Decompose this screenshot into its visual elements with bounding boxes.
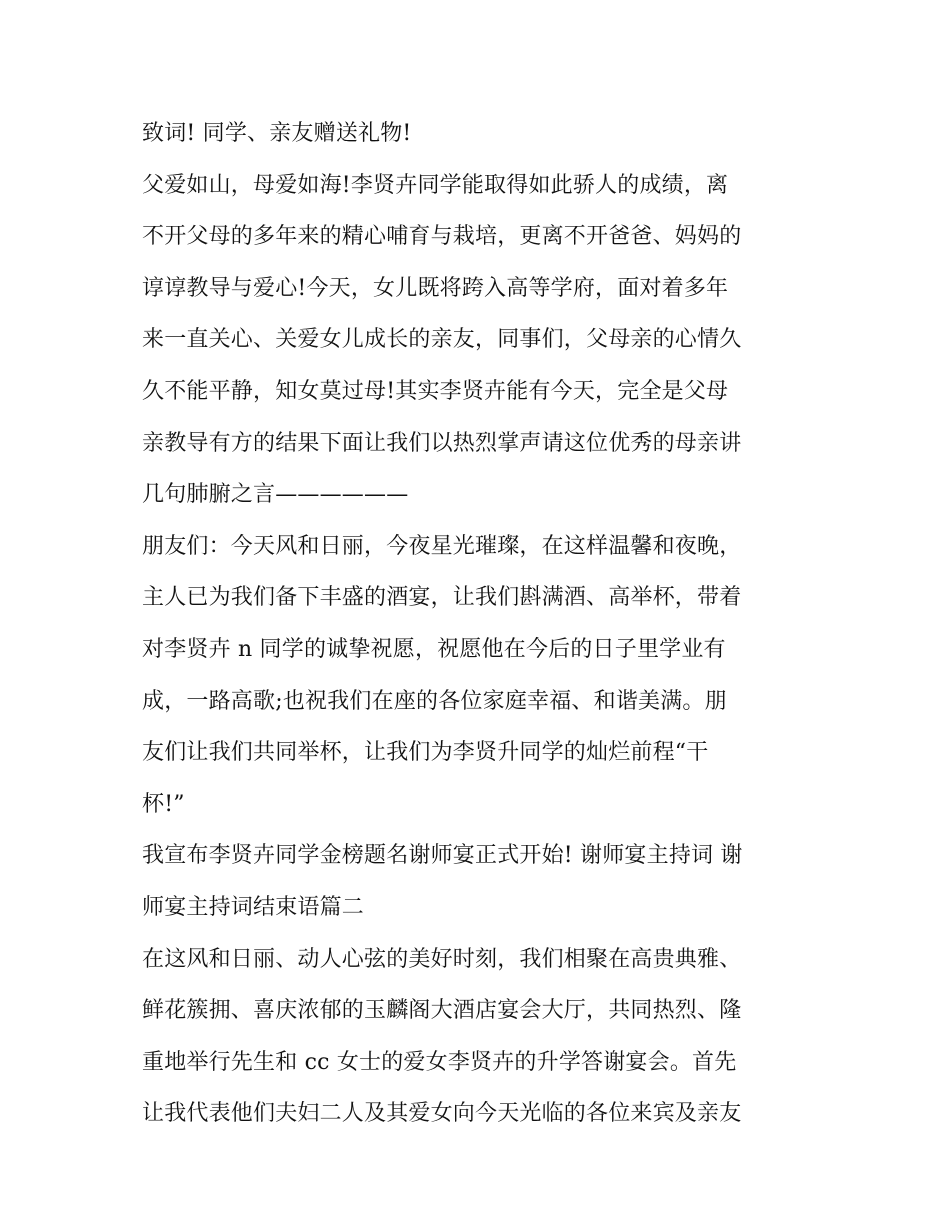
text-line: 不开父母的多年来的精心哺育与栽培，更离不开爸爸、妈妈的 [142, 224, 742, 250]
document-body [142, 108, 822, 1140]
text-line: 成，一路高歌;也祝我们在座的各位家庭幸福、和谐美满。朋 [142, 688, 727, 714]
text-line: 杯!” [142, 791, 185, 817]
text-line: 友们让我们共同举杯，让我们为李贤升同学的灿烂前程“干 [142, 740, 709, 766]
text-line: 在这风和日丽、动人心弦的美好时刻，我们相聚在高贵典雅、 [142, 946, 742, 972]
text-line: 朋友们：今天风和日丽，今夜星光璀璨，在这样温馨和夜晚， [142, 533, 742, 559]
text-line: 重地举行先生和 cc 女士的爱女李贤卉的升学答谢宴会。首先 [142, 1049, 737, 1075]
text-line: 亲教导有方的结果下面让我们以热烈掌声请这位优秀的母亲讲 [142, 430, 742, 456]
text-line: 师宴主持词结束语篇二 [142, 894, 365, 920]
text-line: 我宣布李贤卉同学金榜题名谢师宴正式开始! 谢师宴主持词 谢 [142, 843, 743, 869]
text-line: 让我代表他们夫妇二人及其爱女向今天光临的各位来宾及亲友 [142, 1101, 742, 1127]
text-line: 来一直关心、关爱女儿成长的亲友，同事们，父母亲的心情久 [142, 327, 742, 353]
text-line: 鲜花簇拥、喜庆浓郁的玉麟阁大酒店宴会大厅，共同热烈、隆 [142, 998, 742, 1024]
text-line: 几句肺腑之言—————— [142, 482, 409, 508]
text-line: 谆谆教导与爱心!今天，女儿既将跨入高等学府，面对着多年 [142, 275, 729, 301]
text-line: 致词! 同学、亲友赠送礼物! [142, 121, 412, 146]
text-line: 父爱如山，母爱如海!李贤卉同学能取得如此骄人的成绩，离 [142, 172, 729, 198]
text-line: 对李贤卉 n 同学的诚挚祝愿，祝愿他在今后的日子里学业有 [142, 636, 726, 662]
text-line: 主人已为我们备下丰盛的酒宴，让我们斟满酒、高举杯，带着 [142, 585, 742, 611]
text-line: 久不能平静，知女莫过母!其实李贤卉能有今天，完全是父母 [142, 378, 729, 404]
